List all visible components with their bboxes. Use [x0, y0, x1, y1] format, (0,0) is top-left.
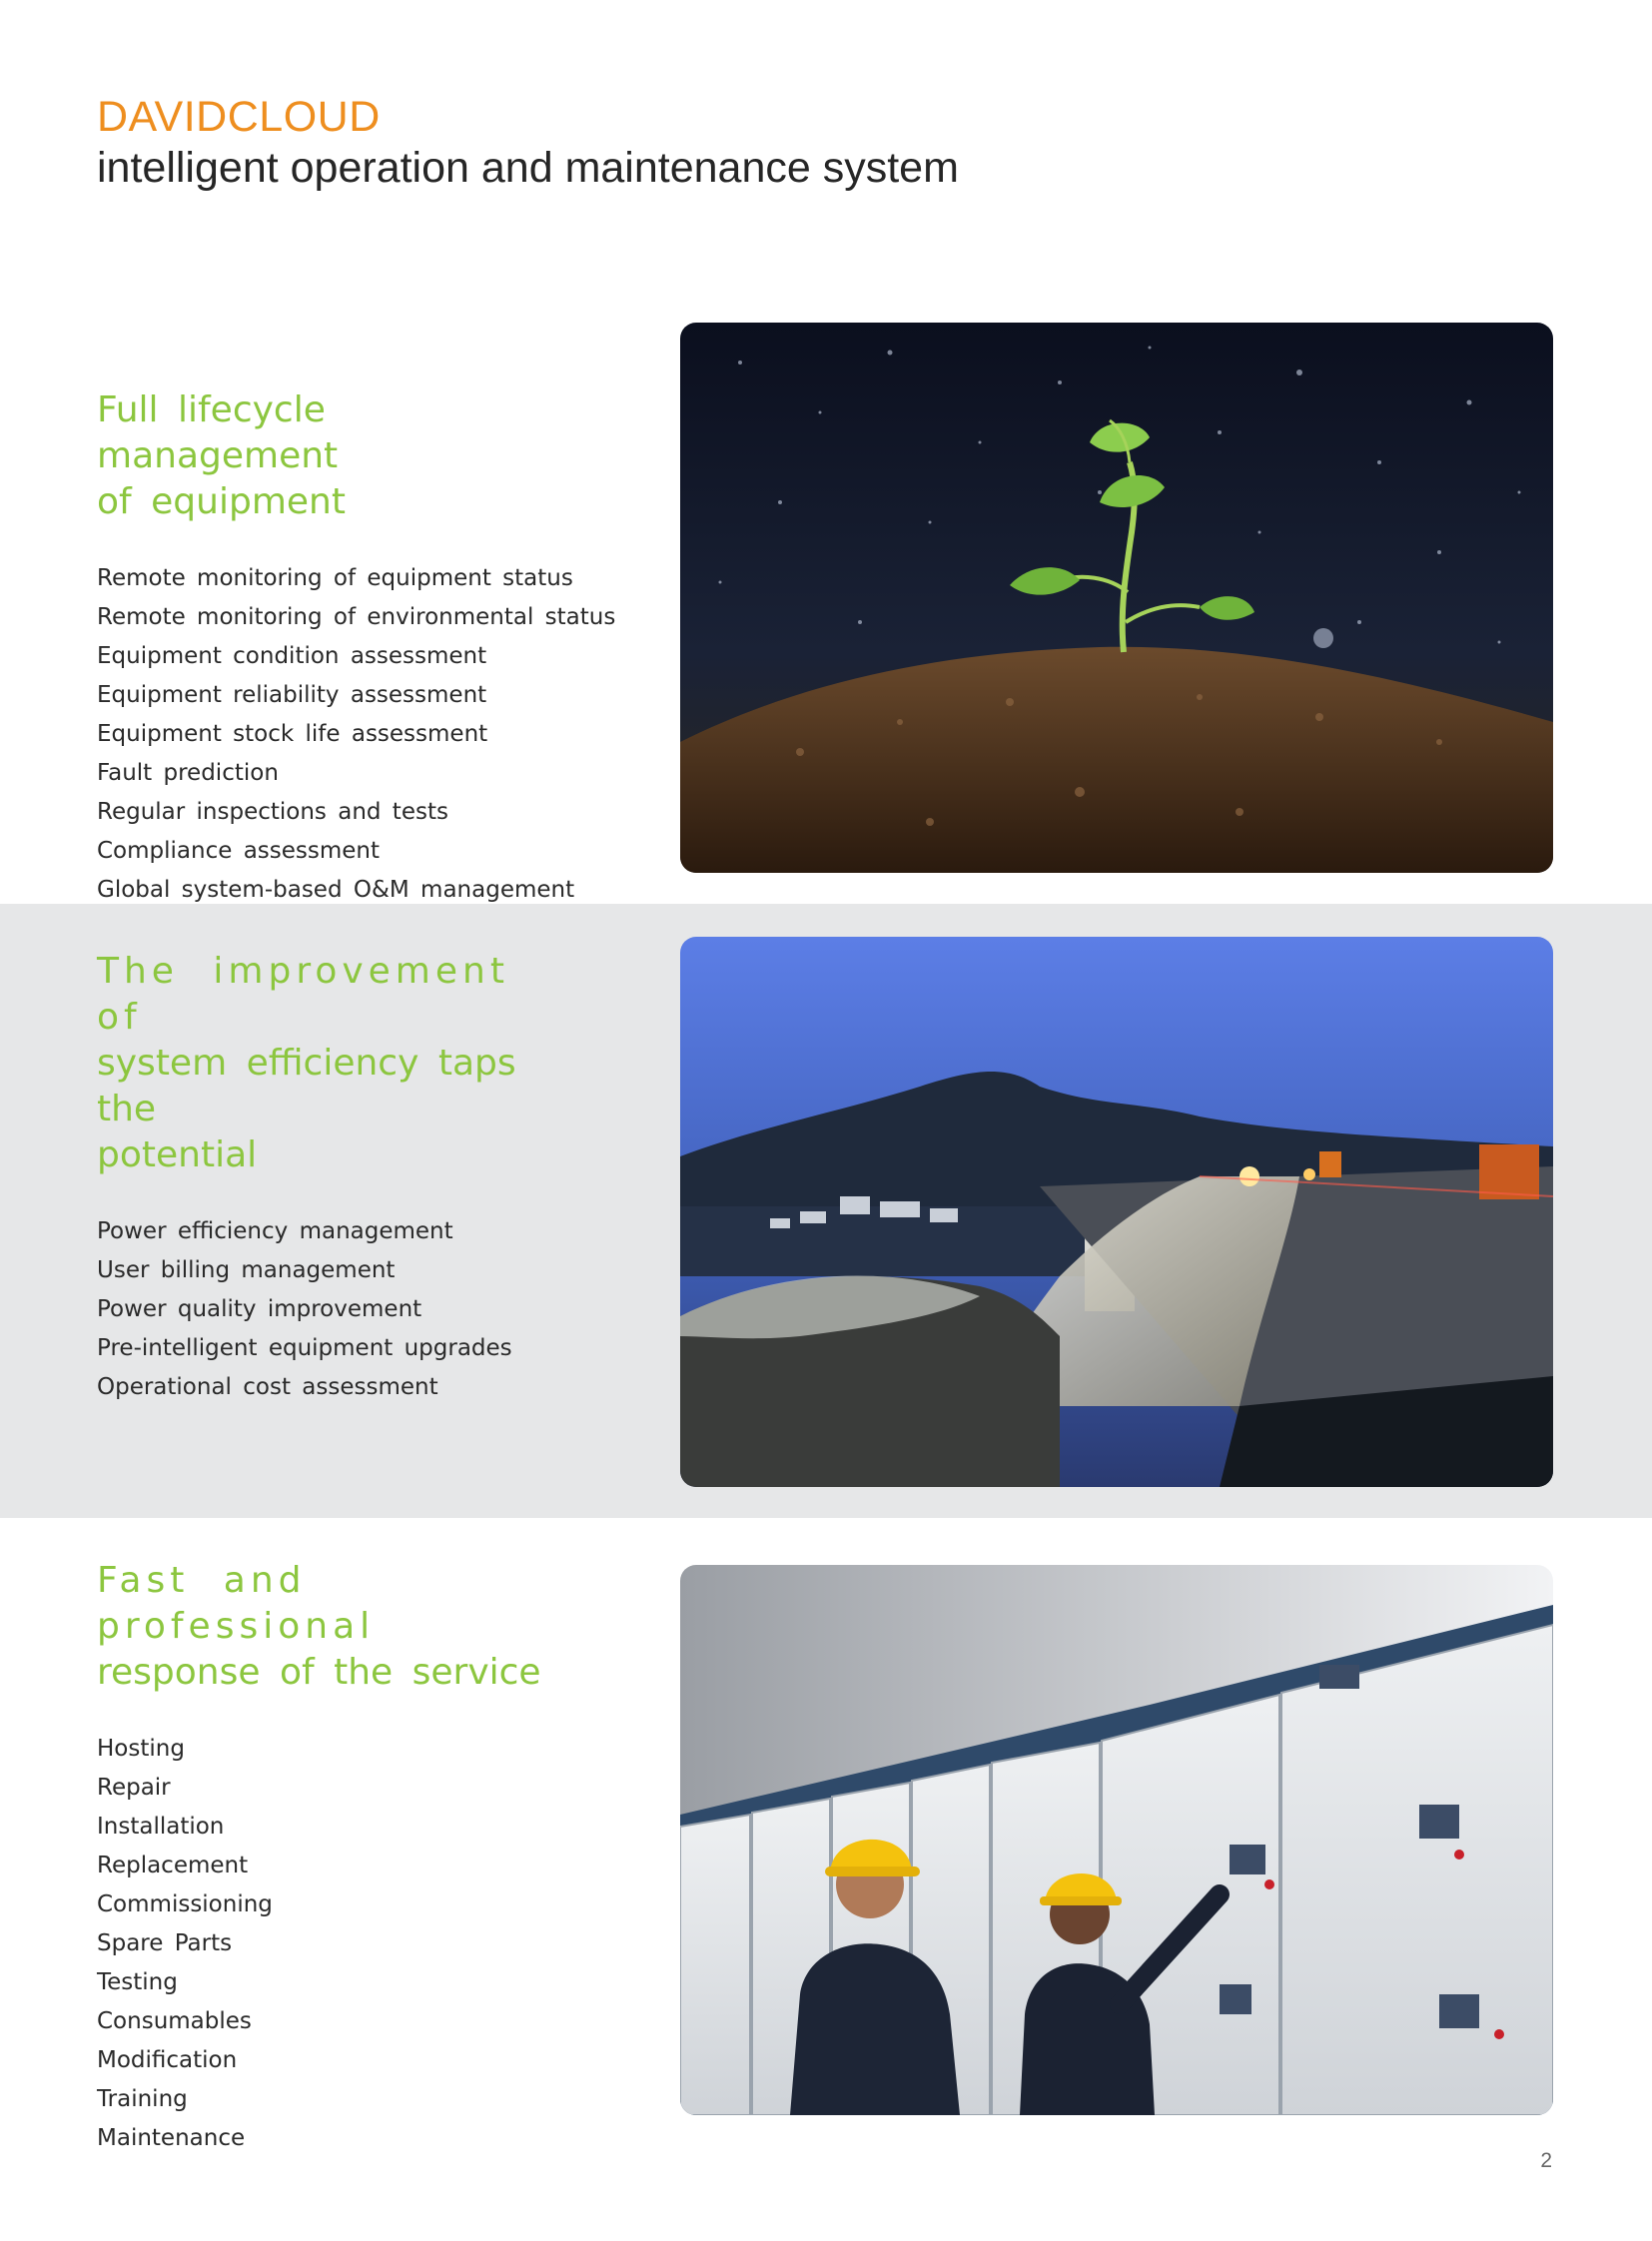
- section-title: [97, 387, 566, 525]
- brand-title: DAVIDCLOUD: [97, 93, 381, 141]
- list-item: Operational cost assessment: [97, 1374, 438, 1400]
- list-item: Modification: [97, 2047, 238, 2073]
- dam-illustration: [680, 937, 1553, 1487]
- list-item: Equipment stock life assessment: [97, 721, 488, 747]
- section-title: [97, 949, 566, 1178]
- list-item: Equipment reliability assessment: [97, 682, 487, 708]
- section-title: [97, 1558, 566, 1696]
- list-item: User billing management: [97, 1257, 396, 1283]
- section-efficiency: [97, 949, 566, 1407]
- switchgear-illustration: [680, 1565, 1553, 2115]
- switchgear-photo: [680, 1565, 1553, 2115]
- list-item: Global system-based O&M management: [97, 877, 575, 903]
- list-item: Remote monitoring of environmental status: [97, 604, 616, 630]
- seedling-illustration: [680, 323, 1553, 873]
- list-item: Repair: [97, 1775, 171, 1801]
- list-item: Commissioning: [97, 1891, 273, 1917]
- dam-photo: [680, 937, 1553, 1487]
- section-title-line: response of the service: [97, 1652, 541, 1693]
- feature-list: [97, 559, 616, 910]
- section-title-line: Fast and professional: [97, 1560, 376, 1647]
- seedling-photo: [680, 323, 1553, 873]
- list-item: Training: [97, 2086, 188, 2112]
- page-subtitle: intelligent operation and maintenance system: [97, 144, 959, 192]
- list-item: Regular inspections and tests: [97, 799, 448, 825]
- list-item: Spare Parts: [97, 1930, 233, 1956]
- feature-list: [97, 1212, 566, 1407]
- list-item: Power quality improvement: [97, 1296, 422, 1322]
- list-item: Fault prediction: [97, 760, 279, 786]
- list-item: Testing: [97, 1969, 178, 1995]
- section-service: [97, 1558, 566, 2158]
- list-item: Installation: [97, 1814, 225, 1840]
- list-item: Replacement: [97, 1853, 249, 1878]
- list-item: Maintenance: [97, 2125, 246, 2151]
- page-header: [97, 92, 959, 194]
- list-item: Consumables: [97, 2008, 252, 2034]
- section-title-line: potential: [97, 1134, 258, 1175]
- section-lifecycle: [97, 387, 616, 910]
- list-item: Compliance assessment: [97, 838, 381, 864]
- list-item: Equipment condition assessment: [97, 643, 487, 669]
- list-item: Power efficiency management: [97, 1218, 453, 1244]
- list-item: Hosting: [97, 1736, 185, 1762]
- section-title-line: The improvement of: [97, 951, 509, 1038]
- section-title-line: Full lifecycle management: [97, 389, 339, 476]
- section-title-line: system efficiency taps the: [97, 1043, 516, 1129]
- page-number: 2: [1540, 2149, 1552, 2172]
- list-item: Pre-intelligent equipment upgrades: [97, 1335, 512, 1361]
- list-item: Remote monitoring of equipment status: [97, 565, 573, 591]
- section-title-line: of equipment: [97, 481, 346, 522]
- feature-list: [97, 1730, 566, 2158]
